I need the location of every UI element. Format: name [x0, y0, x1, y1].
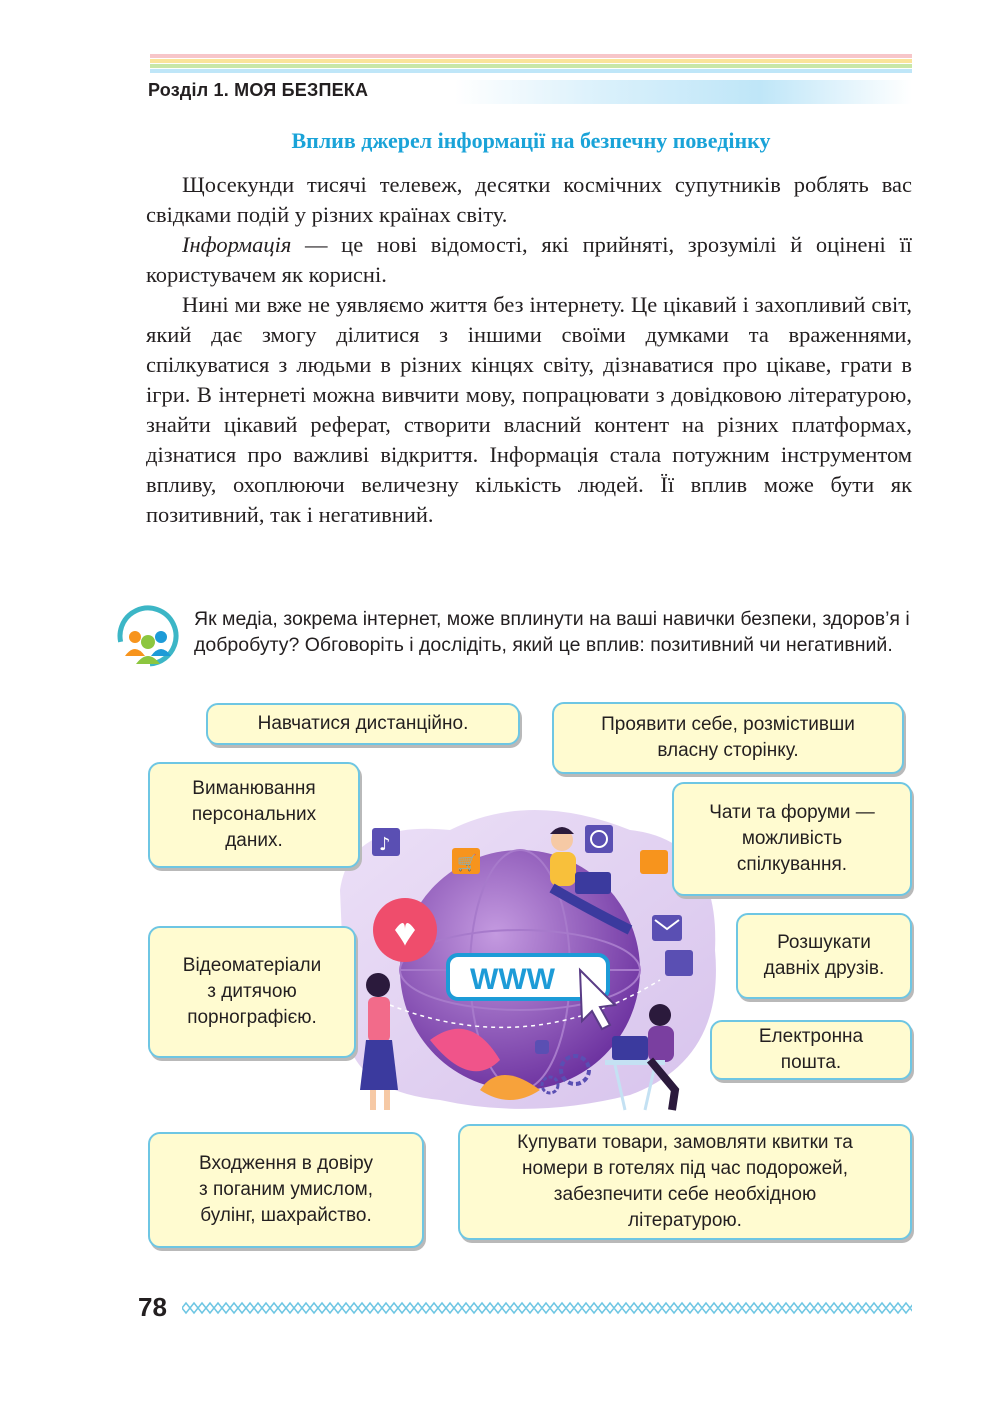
card-grooming-text: Входження в довіру з поганим умислом, булінг, шахрайство.: [198, 1153, 374, 1226]
definition-term: Інформація: [182, 232, 292, 257]
card-learn-remote: [206, 703, 520, 745]
card-chats-text: Чати та форуми — можливість спілкування.: [709, 802, 875, 875]
header-stripes: [150, 54, 912, 78]
internet-illustration: [330, 760, 725, 1115]
page-number: 78: [138, 1292, 167, 1322]
www-label: WWW: [470, 963, 555, 996]
card-show-yourself: [552, 702, 904, 774]
card-chats: [672, 782, 912, 896]
paragraph-1: [146, 170, 912, 230]
card-phishing-text: Виманювання персональних даних.: [191, 778, 317, 851]
paragraph-1-text: Щосекунди тисячі телевеж, десятки космічних супутників роблять вас свідками подій у різних країнах світу.: [146, 172, 912, 227]
card-learn-remote-text: Навчатися дистанційно.: [257, 713, 469, 734]
paragraph-3-text: Нині ми вже не уявляємо життя без інтернету. Це цікавий і захопливий світ, який дає змогу ділитися з іншими своїми думками та враженнями, спілкуватися з людьми в різних кінцях світу, дізнаватися про цікаве, грати в ігри. В інтернеті можна вивчити мову, попрацювати з довідковою літературою, знайти цікавий реферат, створити власний контент на різних платформах, дізнатися про важливі відкриття. Інформація стала потужним інструментом впливу, охоплюючи величезну кількість людей. Її вплив може бути як позитивний, так і негативний.: [146, 292, 912, 527]
card-friends-text: Розшукати давніх друзів.: [763, 932, 885, 979]
svg-text:♪: ♪: [379, 834, 391, 855]
card-email: [710, 1020, 912, 1080]
card-grooming: [148, 1132, 424, 1248]
section-label: Розділ 1. МОЯ БЕЗПЕКА: [148, 80, 369, 100]
card-shopping: [458, 1124, 912, 1240]
group-discussion-icon: [116, 604, 180, 668]
paragraph-3: [146, 290, 912, 530]
footer-ornament: [182, 1301, 912, 1315]
paragraph-2: [146, 230, 912, 290]
card-friends: [736, 913, 912, 999]
card-video-text: Відеоматеріали з дитячою порнографією.: [182, 955, 322, 1028]
card-shopping-text: Купувати товари, замовляти квитки та номери в готелях під час подорожей, забезпечити себе необхідною літературою.: [517, 1132, 853, 1231]
svg-text:🛒: 🛒: [457, 853, 477, 872]
card-email-text: Електронна пошта.: [758, 1026, 864, 1073]
paragraph-2-text: — це нові відомості, які прийняті, зрозумілі й оцінені її користувачем як корисні.: [146, 232, 912, 287]
discussion-question: Як медіа, зокрема інтернет, може вплинути на ваші навички безпеки, здоров’я і добробуту? Обговоріть і дослідіть, який це вплив: позитивний чи негативний.: [194, 608, 910, 656]
page-title: Вплив джерел інформації на безпечну поведінку: [291, 128, 771, 153]
card-phishing: [148, 762, 360, 868]
body-text: [146, 170, 912, 530]
card-video: [148, 926, 356, 1058]
card-show-yourself-text: Проявити себе, розмістивши власну сторінку.: [601, 714, 855, 761]
